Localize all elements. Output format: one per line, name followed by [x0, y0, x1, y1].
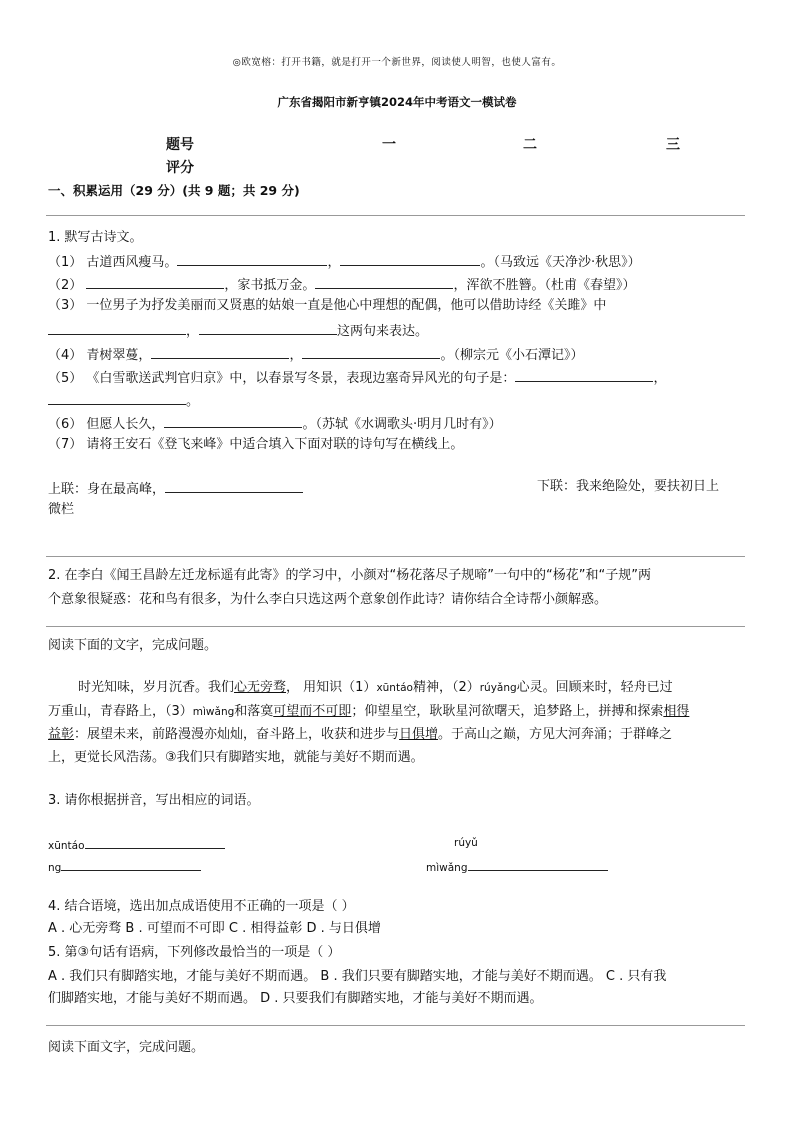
q1-item-3 — [48, 297, 606, 315]
answer-blank[interactable] — [165, 478, 303, 493]
motto-line: ◎欧宽榕：打开书籍，就是打开一个新世界，阅读使人明智，也使人富有。 — [232, 57, 562, 68]
item-text: ，家书抵万金。 — [224, 278, 316, 293]
item-text: 请将王安石《登飞来峰》中适合填入下面对联的诗句写在横线上。 — [86, 437, 464, 452]
q1-item-7 — [48, 436, 463, 454]
answer-blank[interactable] — [48, 320, 186, 335]
passage-text: 精神，（2） — [412, 680, 480, 695]
item-number: （7） — [48, 437, 83, 452]
passage-line-2 — [48, 703, 689, 721]
q1-item-5 — [48, 367, 666, 388]
divider — [46, 1025, 745, 1026]
item-source: 。（苏轼《水调歌头·明月几时有》） — [302, 417, 502, 432]
reading-intro: 阅读下面的文字，完成问题。 — [48, 638, 218, 653]
passage-text: 。于高山之巅，方见大河奔涌；于群峰之 — [438, 727, 673, 742]
answer-blank[interactable] — [86, 274, 224, 289]
exam-title: 广东省揭阳市新亨镇2024年中考语文一模试卷 — [277, 95, 517, 109]
pinyin: mìwǎng — [426, 862, 468, 874]
q3-stem: 3. 请你根据拼音，写出相应的词语。 — [48, 793, 260, 808]
passage-text: 和落寞 — [234, 704, 274, 719]
q3-pinyin-1 — [48, 834, 225, 855]
item-number: （4） — [48, 348, 83, 363]
score-table-col-1: 一 — [382, 137, 396, 153]
q3-pinyin-3 — [48, 856, 201, 877]
q3-pinyin-2 — [454, 834, 478, 852]
score-table-col-2: 二 — [523, 137, 537, 153]
passage-line-4: 上，更觉长风浩荡。③我们只有脚踏实地，就能与美好不期而遇。 — [48, 750, 424, 765]
couplet-lower-end: 微栏 — [48, 502, 75, 517]
answer-blank[interactable] — [48, 390, 186, 405]
item-number: （3） — [48, 298, 83, 313]
answer-blank[interactable] — [151, 344, 289, 359]
q1-item-3-line2 — [48, 320, 428, 341]
divider — [46, 556, 745, 557]
couplet-upper — [48, 478, 303, 499]
passage-text: 心灵。回顾来时，轻舟已过 — [516, 680, 673, 695]
pinyin: ng — [48, 862, 62, 874]
answer-blank[interactable] — [177, 251, 327, 266]
pinyin: mìwǎng — [192, 706, 235, 718]
q5-options-line-1[interactable]: A . 我们只有脚踏实地，才能与美好不期而遇。 B . 我们只要有脚踏实地，才能与美好不期而遇。 C . 只有我 — [48, 969, 667, 984]
q1-stem: 1. 默写古诗文。 — [48, 230, 143, 245]
item-number: （6） — [48, 417, 83, 432]
q1-item-6 — [48, 413, 502, 434]
q5-options-line-2[interactable]: 们脚踏实地，才能与美好不期而遇。 D . 只要我们有脚踏实地，才能与美好不期而遇。 — [48, 991, 543, 1006]
item-number: （2） — [48, 278, 83, 293]
q4-options[interactable]: A . 心无旁骛 B . 可望而不可即 C . 相得益彰 D . 与日俱增 — [48, 921, 381, 936]
underlined-idiom: 心无旁骛 — [234, 680, 287, 695]
item-text: ， — [653, 371, 667, 386]
score-table-score-label: 评分 — [166, 160, 194, 176]
q2-line-2: 个意象很疑惑：花和鸟有很多，为什么李白只选这两个意象创作此诗？请你结合全诗帮小颜解惑。 — [48, 592, 608, 607]
divider — [46, 626, 745, 627]
answer-blank[interactable] — [85, 834, 225, 849]
answer-blank[interactable] — [315, 274, 453, 289]
pinyin: xūntáo — [376, 682, 413, 694]
couplet-lower: 下联：我来绝险处，要扶初日上 — [537, 479, 720, 494]
section-heading: 一、积累运用（29 分）(共 9 题；共 29 分) — [48, 183, 300, 198]
q1-item-2 — [48, 274, 635, 295]
pinyin: rúyǔ — [454, 837, 478, 849]
pinyin: xūntáo — [48, 840, 85, 852]
item-text: ， — [289, 348, 303, 363]
underlined-idiom: 可望而不可即 — [273, 704, 352, 719]
q2-line-1: 2. 在李白《闻王昌龄左迁龙标遥有此寄》的学习中，小颜对“杨花落尽子规啼”一句中的“杨花”和“子规”两 — [48, 568, 651, 583]
q4-stem: 4. 结合语境，选出加点成语使用不正确的一项是（ ） — [48, 899, 355, 914]
item-text: ， — [327, 255, 341, 270]
underlined-idiom: 日俱增 — [399, 727, 439, 742]
passage-text: ；仰望星空，耿耿星河欲曙天，追梦路上，拼搏和探索 — [351, 704, 664, 719]
answer-blank[interactable] — [302, 344, 440, 359]
item-text: 一位男子为抒发美丽而又贤惠的姑娘一直是他心中理想的配偶，他可以借助诗经《关雎》中 — [86, 298, 607, 313]
answer-blank[interactable] — [515, 367, 653, 382]
passage-text: 时光知味，岁月沉香。我们 — [78, 680, 235, 695]
answer-blank[interactable] — [164, 413, 302, 428]
score-table-row-label: 题号 — [166, 137, 194, 153]
item-text: 但愿人长久， — [86, 417, 165, 432]
divider — [46, 215, 745, 216]
answer-blank[interactable] — [340, 251, 480, 266]
couplet-upper-text: 上联：身在最高峰， — [48, 482, 166, 497]
q1-item-1 — [48, 251, 641, 272]
q1-item-5-line2 — [48, 390, 199, 411]
answer-blank[interactable] — [61, 856, 201, 871]
item-text: 青树翠蔓， — [86, 348, 152, 363]
item-source: 。（马致远《天净沙·秋思》） — [480, 255, 641, 270]
passage-line-3 — [48, 726, 672, 744]
answer-blank[interactable] — [468, 856, 608, 871]
pinyin: rúyǎng — [479, 682, 517, 694]
item-number: （5） — [48, 371, 83, 386]
underlined-idiom: 相得 — [663, 704, 690, 719]
item-text: 《白雪歌送武判官归京》中，以春景写冬景，表现边塞奇异风光的句子是： — [86, 371, 516, 386]
q1-item-4 — [48, 344, 583, 365]
item-text: 这两句来表达。 — [337, 324, 429, 339]
item-source: ，浑欲不胜簪。（杜甫《春望》） — [453, 278, 636, 293]
passage-line-1 — [78, 679, 673, 697]
item-text: ， — [186, 324, 200, 339]
passage-text: 万重山，青春路上，（3） — [48, 704, 193, 719]
q3-pinyin-4 — [426, 856, 608, 877]
item-text: 。 — [186, 394, 200, 409]
q5-stem: 5. 第③句话有语病，下列修改最恰当的一项是（ ） — [48, 945, 341, 960]
passage-text: ：展望未来，前路漫漫亦灿灿，奋斗路上，收获和进步与 — [74, 727, 400, 742]
underlined-idiom: 益彰 — [48, 727, 75, 742]
reading-intro-2: 阅读下面文字，完成问题。 — [48, 1040, 205, 1055]
passage-text: ， 用知识（1） — [286, 680, 377, 695]
item-source: 。（柳宗元《小石潭记》） — [440, 348, 584, 363]
item-number: （1） — [48, 255, 83, 270]
score-table-col-3: 三 — [666, 137, 680, 153]
answer-blank[interactable] — [199, 320, 337, 335]
item-text: 古道西风瘦马。 — [86, 255, 178, 270]
